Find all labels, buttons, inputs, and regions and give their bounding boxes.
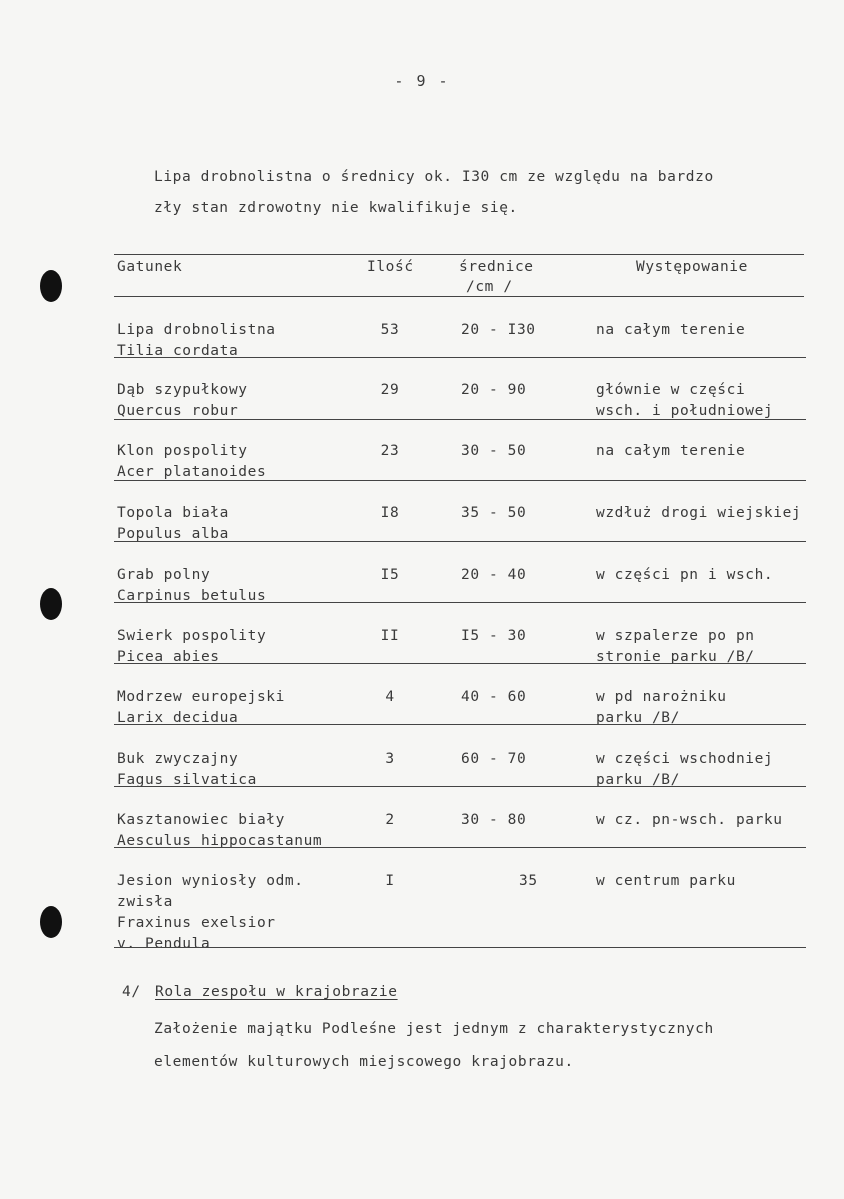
punch-hole — [40, 270, 62, 302]
species-diameter: 60 - 70 — [461, 751, 527, 767]
species-occurrence — [596, 810, 783, 831]
header-diameter: średnice — [459, 259, 534, 275]
species-diameter: 20 - 40 — [461, 567, 527, 583]
species-count: I — [385, 873, 395, 889]
row-rule — [114, 357, 806, 358]
species-name-line: Klon pospolity — [117, 443, 248, 459]
species-name-line: Topola biała — [117, 505, 229, 521]
species-name-line: Populus alba — [117, 526, 229, 542]
occurrence-line: parku /B/ — [596, 772, 680, 788]
species-name — [117, 687, 285, 729]
species-diameter: 20 - I30 — [461, 322, 536, 338]
species-count: 53 — [380, 322, 400, 338]
occurrence-line: w cz. pn-wsch. parku — [596, 812, 783, 828]
species-name — [117, 626, 266, 668]
species-count: 4 — [385, 689, 395, 705]
header-occurrence: Występowanie — [636, 259, 748, 275]
page-number: - 9 - — [394, 72, 450, 90]
species-name-line: Larix decidua — [117, 710, 239, 726]
species-count: II — [380, 628, 400, 644]
species-occurrence — [596, 687, 727, 729]
species-name-line: Dąb szypułkowy — [117, 382, 248, 398]
header-rule — [114, 296, 804, 297]
row-rule — [114, 541, 806, 542]
punch-hole — [40, 588, 62, 620]
species-count: 23 — [380, 443, 400, 459]
header-species: Gatunek — [117, 259, 183, 275]
header-diameter-unit: /cm / — [466, 279, 513, 295]
species-name-line: Tilia cordata — [117, 343, 239, 359]
species-count: 2 — [385, 812, 395, 828]
species-diameter: 35 - 50 — [461, 505, 527, 521]
species-diameter: 35 — [519, 873, 538, 889]
row-rule — [114, 786, 806, 787]
species-name-line: Acer platanoides — [117, 464, 267, 480]
species-name — [117, 380, 248, 422]
header-count: Ilość — [367, 259, 414, 275]
species-name-line: Lipa drobnolistna — [117, 322, 276, 338]
species-name — [117, 441, 266, 483]
intro-line-2: zły stan zdrowotny nie kwalifikuje się. — [154, 200, 518, 216]
occurrence-line: na całym terenie — [596, 443, 746, 459]
species-occurrence — [596, 320, 745, 341]
species-count: I8 — [380, 505, 400, 521]
occurrence-line: parku /B/ — [596, 710, 680, 726]
species-occurrence — [596, 871, 736, 892]
section-line-2: elementów kulturowych miejscowego krajobrazu. — [154, 1054, 574, 1070]
occurrence-line: stronie parku /B/ — [596, 649, 755, 665]
species-name — [117, 810, 322, 852]
row-rule — [114, 480, 806, 481]
species-diameter: 30 - 50 — [461, 443, 527, 459]
species-occurrence — [596, 503, 801, 524]
row-rule — [114, 419, 806, 420]
species-name-line: Buk zwyczajny — [117, 751, 239, 767]
table-top-rule — [114, 254, 804, 255]
species-name-line: zwisła — [117, 894, 173, 910]
species-count: I5 — [380, 567, 400, 583]
punch-hole — [40, 906, 62, 938]
species-count: 3 — [385, 751, 395, 767]
species-occurrence — [596, 380, 773, 422]
species-count: 29 — [380, 382, 400, 398]
section-title: Rola zespołu w krajobrazie — [155, 984, 398, 1000]
species-occurrence — [596, 749, 773, 791]
row-rule — [114, 724, 806, 725]
intro-line-1: Lipa drobnolistna o średnicy ok. I30 cm ze względu na bardzo — [154, 169, 714, 185]
occurrence-line: wsch. i południowej — [596, 403, 774, 419]
species-name-line: v. Pendula — [117, 936, 211, 952]
species-diameter: 20 - 90 — [461, 382, 527, 398]
species-name-line: Fagus silvatica — [117, 772, 257, 788]
species-name — [117, 871, 304, 955]
row-rule — [114, 602, 806, 603]
occurrence-line: w szpalerze po pn — [596, 628, 755, 644]
species-name-line: Picea abies — [117, 649, 220, 665]
species-name-line: Grab polny — [117, 567, 211, 583]
species-name — [117, 749, 257, 791]
species-occurrence — [596, 441, 745, 462]
occurrence-line: w pd narożniku — [596, 689, 727, 705]
species-name — [117, 320, 276, 362]
species-name-line: Aesculus hippocastanum — [117, 833, 323, 849]
species-diameter: 30 - 80 — [461, 812, 527, 828]
row-rule — [114, 847, 806, 848]
species-name-line: Swierk pospolity — [117, 628, 267, 644]
section-line-1: Założenie majątku Podleśne jest jednym z charakterystycznych — [154, 1021, 714, 1037]
species-occurrence — [596, 626, 755, 668]
species-occurrence — [596, 565, 773, 586]
row-rule — [114, 947, 806, 948]
occurrence-line: na całym terenie — [596, 322, 746, 338]
row-rule — [114, 663, 806, 664]
species-name-line: Fraxinus exelsior — [117, 915, 276, 931]
species-name-line: Kasztanowiec biały — [117, 812, 285, 828]
species-name — [117, 503, 229, 545]
occurrence-line: głównie w części — [596, 382, 746, 398]
occurrence-line: w części wschodniej — [596, 751, 774, 767]
occurrence-line: w części pn i wsch. — [596, 567, 774, 583]
species-name-line: Carpinus betulus — [117, 588, 267, 604]
species-diameter: I5 - 30 — [461, 628, 527, 644]
species-diameter: 40 - 60 — [461, 689, 527, 705]
species-name — [117, 565, 266, 607]
species-name-line: Modrzew europejski — [117, 689, 285, 705]
occurrence-line: w centrum parku — [596, 873, 736, 889]
species-name-line: Jesion wyniosły odm. — [117, 873, 304, 889]
section-number: 4/ — [122, 984, 141, 1000]
species-name-line: Quercus robur — [117, 403, 239, 419]
occurrence-line: wzdłuż drogi wiejskiej — [596, 505, 802, 521]
